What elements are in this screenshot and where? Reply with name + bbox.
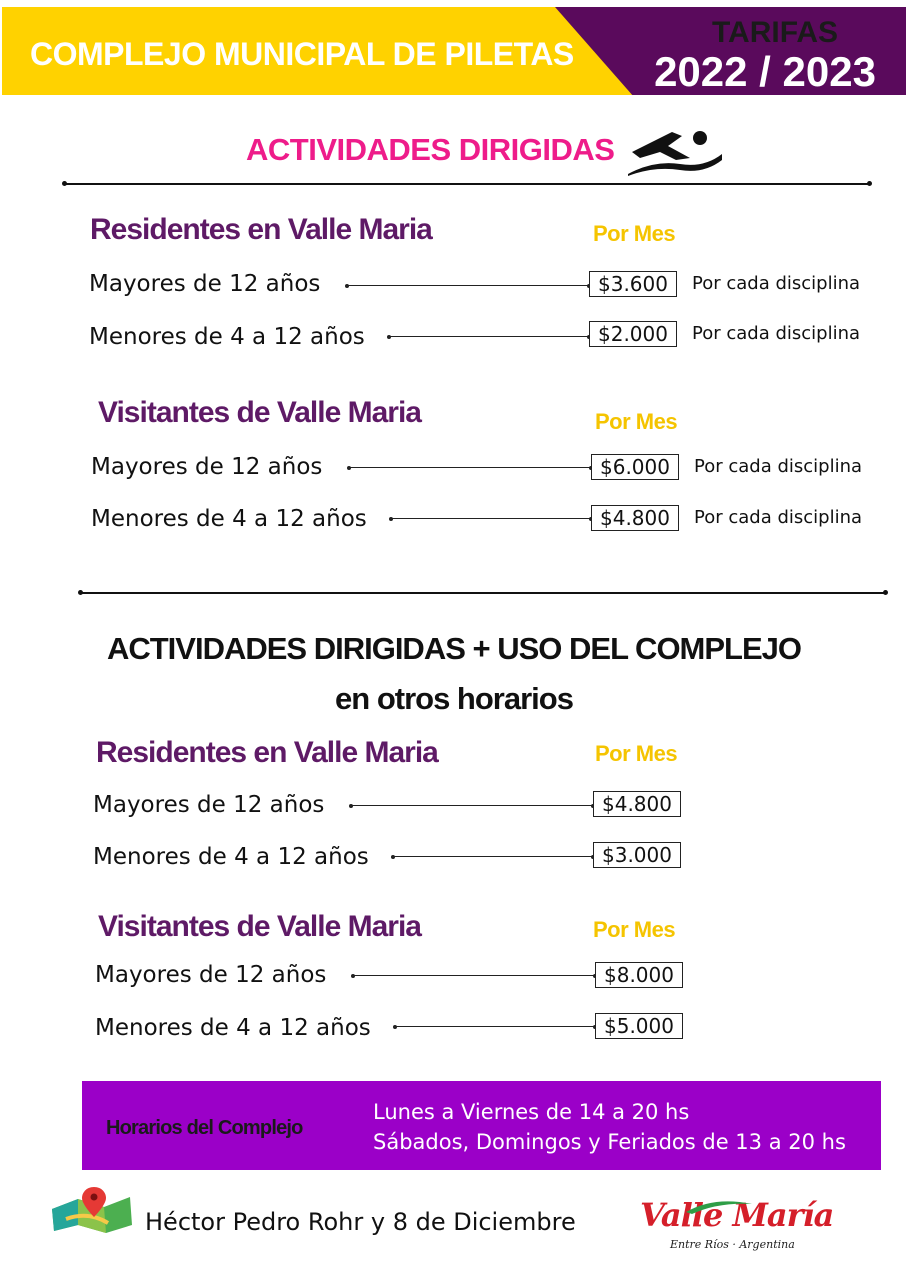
price-box: $5.000: [595, 1013, 683, 1039]
row-label: Mayores de 12 años: [91, 454, 323, 480]
section2-title: ACTIVIDADES DIRIGIDAS + USO DEL COMPLEJO: [106, 631, 802, 666]
address: Héctor Pedro Rohr y 8 de Diciembre: [145, 1208, 576, 1236]
row-label: Mayores de 12 años: [93, 792, 325, 818]
logo-swoosh-icon: [684, 1198, 754, 1214]
per-discipline-note: Por cada disciplina: [694, 456, 863, 477]
price-box: $4.800: [591, 505, 679, 531]
leader-line: [351, 805, 593, 806]
leader-line: [353, 975, 595, 976]
row-label: Menores de 4 a 12 años: [93, 844, 369, 870]
period-label: Por Mes: [595, 741, 678, 766]
row-label: Mayores de 12 años: [95, 962, 327, 988]
period-label: Por Mes: [595, 409, 678, 434]
logo-subtitle: Entre Ríos · Argentina: [670, 1238, 795, 1251]
leader-line: [389, 336, 589, 337]
per-discipline-note: Por cada disciplina: [692, 323, 861, 344]
divider-top: [64, 183, 870, 185]
price-box: $3.000: [593, 842, 681, 868]
hours-weekends: Sábados, Domingos y Feriados de 13 a 20 hs: [373, 1130, 846, 1154]
header-title: COMPLEJO MUNICIPAL DE PILETAS: [30, 36, 574, 72]
price-box: $3.600: [589, 271, 677, 297]
per-discipline-note: Por cada disciplina: [692, 273, 861, 294]
leader-line: [391, 518, 591, 519]
period-label: Por Mes: [593, 917, 676, 942]
price-box: $4.800: [593, 791, 681, 817]
row-label: Menores de 4 a 12 años: [91, 506, 367, 532]
section1-title: ACTIVIDADES DIRIGIDAS: [246, 132, 615, 167]
group-title-visitantes: Visitantes de Valle Maria: [98, 910, 421, 943]
map-pin-icon: [48, 1185, 134, 1235]
row-label: Menores de 4 a 12 años: [95, 1015, 371, 1041]
hours-weekdays: Lunes a Viernes de 14 a 20 hs: [373, 1100, 690, 1124]
period-label: Por Mes: [593, 221, 676, 246]
row-label: Menores de 4 a 12 años: [89, 324, 365, 350]
leader-line: [395, 1026, 595, 1027]
swimmer-icon: [624, 124, 724, 176]
header-tarifas: TARIFAS: [711, 16, 839, 49]
leader-line: [347, 285, 589, 286]
group-title-residentes: Residentes en Valle Maria: [96, 736, 438, 769]
header-years: 2022 / 2023: [654, 48, 876, 95]
valle-maria-logo: Valle María: [640, 1196, 834, 1234]
group-title-residentes: Residentes en Valle Maria: [90, 213, 432, 246]
group-title-visitantes: Visitantes de Valle Maria: [98, 396, 421, 429]
price-box: $8.000: [595, 962, 683, 988]
row-label: Mayores de 12 años: [89, 271, 321, 297]
per-discipline-note: Por cada disciplina: [694, 507, 863, 528]
divider-middle: [80, 592, 886, 594]
leader-line: [393, 856, 593, 857]
leader-line: [349, 467, 591, 468]
section2-subtitle: en otros horarios: [335, 681, 573, 716]
price-box: $2.000: [589, 321, 677, 347]
hours-label: Horarios del Complejo: [106, 1117, 303, 1139]
price-box: $6.000: [591, 454, 679, 480]
